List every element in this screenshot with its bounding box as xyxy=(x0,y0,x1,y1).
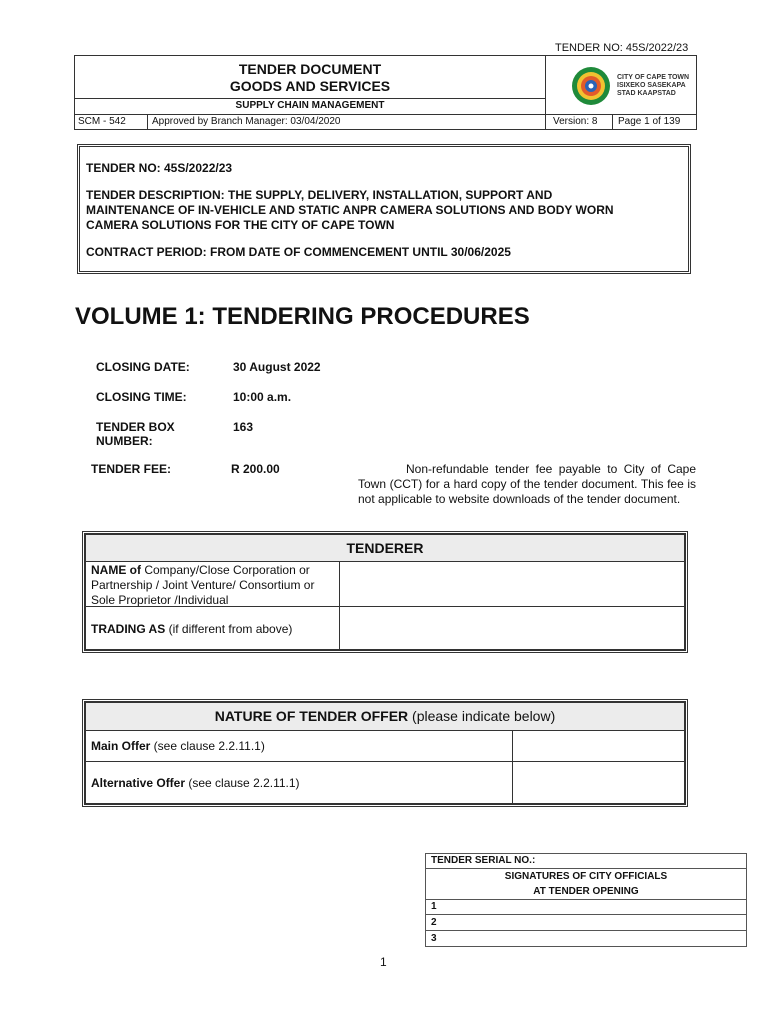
main-offer-label xyxy=(91,739,265,754)
alternative-offer-rest: (see clause 2.2.11.1) xyxy=(185,776,300,790)
trading-as-label xyxy=(91,622,292,637)
tenderer-heading: TENDERER xyxy=(346,540,424,556)
volume-title: VOLUME 1: TENDERING PROCEDURES xyxy=(75,303,530,330)
approved-text: Approved by Branch Manager: 03/04/2020 xyxy=(152,116,341,127)
document-subtitle: GOODS AND SERVICES xyxy=(229,78,391,94)
alternative-offer-label xyxy=(91,776,300,791)
trading-as-rest: (if different from above) xyxy=(165,622,293,636)
version-text: Version: 8 xyxy=(553,116,598,127)
tender-fee-label: TENDER FEE: xyxy=(91,462,172,476)
document-title: TENDER DOCUMENT xyxy=(238,61,382,77)
main-offer-bold: Main Offer xyxy=(91,739,151,753)
tender-description-line-1: TENDER DESCRIPTION: THE SUPPLY, DELIVERY, INSTALLATION, SUPPORT AND xyxy=(86,188,553,202)
contract-period: CONTRACT PERIOD: FROM DATE OF COMMENCEMENT UNTIL 30/06/2025 xyxy=(86,245,511,259)
serial-number-label: TENDER SERIAL NO.: xyxy=(431,855,536,866)
tender-description-line-3: CAMERA SOLUTIONS FOR THE CITY OF CAPE TOWN xyxy=(86,218,395,232)
offer-heading xyxy=(85,708,685,724)
closing-date-label: CLOSING DATE: xyxy=(96,360,190,374)
name-label xyxy=(91,563,314,608)
city-of-cape-town-logo-icon xyxy=(570,65,612,107)
logo-line-3: STAD KAAPSTAD xyxy=(617,90,676,97)
closing-date-value: 30 August 2022 xyxy=(233,360,321,374)
scm-code: SCM - 542 xyxy=(78,116,126,127)
logo-text xyxy=(617,74,689,98)
tender-fee-note-text: Non-refundable tender fee payable to City of Cape Town (CCT) for a hard copy of the tender document. This fee is not applicable to website downloads of the tender document. xyxy=(358,462,696,506)
signature-row-3[interactable] xyxy=(425,930,747,947)
tender-fee-note xyxy=(358,462,696,507)
main-offer-checkbox[interactable] xyxy=(512,730,685,762)
signature-row-1-number: 1 xyxy=(431,901,437,912)
logo-line-1: CITY OF CAPE TOWN xyxy=(617,74,690,81)
tender-number: TENDER NO: 45S/2022/23 xyxy=(86,161,233,175)
signature-row-2[interactable] xyxy=(425,914,747,931)
supply-chain-label: SUPPLY CHAIN MANAGEMENT xyxy=(235,100,385,111)
name-label-line-3: Sole Proprietor /Individual xyxy=(91,593,229,607)
offer-heading-bold: NATURE OF TENDER OFFER xyxy=(214,708,409,724)
name-label-bold: NAME of xyxy=(91,563,141,577)
tender-fee-value: R 200.00 xyxy=(231,462,280,476)
signatures-heading-line-1: SIGNATURES OF CITY OFFICIALS xyxy=(504,871,668,882)
page-count-text: Page 1 of 139 xyxy=(618,116,681,127)
tender-box-label-1: TENDER BOX xyxy=(96,420,175,434)
trading-as-bold: TRADING AS xyxy=(91,622,166,636)
name-input-cell[interactable] xyxy=(339,561,685,607)
signature-row-1[interactable] xyxy=(425,899,747,915)
name-label-line-1: Company/Close Corporation or xyxy=(141,563,310,577)
tender-box-label-2: NUMBER: xyxy=(96,434,153,448)
alternative-offer-checkbox[interactable] xyxy=(512,761,685,804)
trading-input-cell[interactable] xyxy=(339,606,685,650)
closing-time-value: 10:00 a.m. xyxy=(233,390,292,404)
logo-line-2: ISIXEKO SASEKAPA xyxy=(617,82,686,89)
alternative-offer-bold: Alternative Offer xyxy=(91,776,186,790)
offer-heading-rest: (please indicate below) xyxy=(408,708,556,724)
tender-number-top: TENDER NO: 45S/2022/23 xyxy=(555,42,689,54)
name-label-line-2: Partnership / Joint Venture/ Consortium or xyxy=(91,578,315,592)
signature-row-3-number: 3 xyxy=(431,933,437,944)
tender-box-value: 163 xyxy=(233,420,254,434)
page-number: 1 xyxy=(380,955,387,969)
signature-row-2-number: 2 xyxy=(431,917,437,928)
tender-description-line-2: MAINTENANCE OF IN-VEHICLE AND STATIC ANPR CAMERA SOLUTIONS AND BODY WORN xyxy=(86,203,614,217)
signatures-heading-line-2: AT TENDER OPENING xyxy=(533,886,639,897)
closing-time-label: CLOSING TIME: xyxy=(96,390,187,404)
main-offer-rest: (see clause 2.2.11.1) xyxy=(150,739,265,753)
